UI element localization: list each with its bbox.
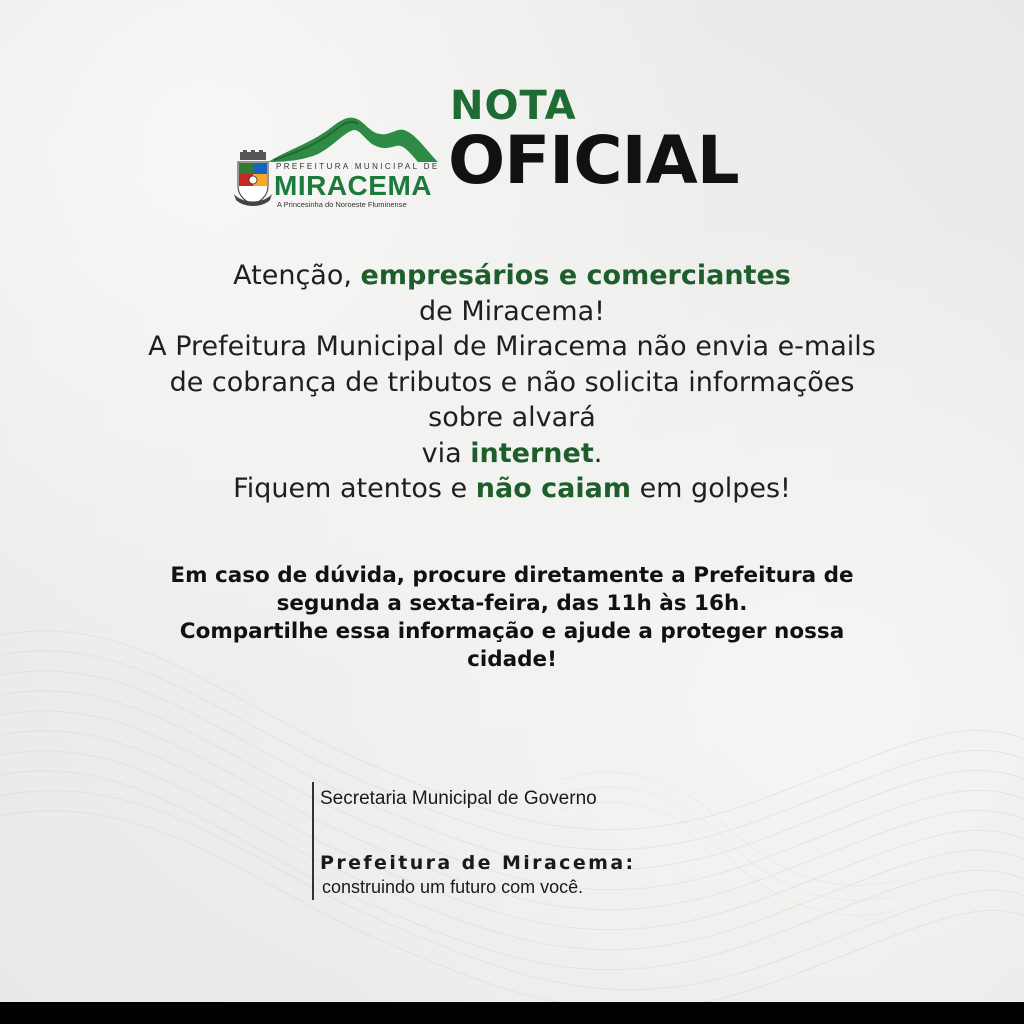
logo-top-text: PREFEITURA MUNICIPAL DE: [276, 162, 440, 171]
title-nota: NOTA: [450, 83, 577, 129]
notice-line-2: de Miracema!: [419, 295, 605, 327]
notice-line-1: [140, 258, 884, 294]
audience-highlight: empresários e comerciantes: [360, 260, 791, 291]
notice-text: [140, 258, 884, 507]
internet-highlight: internet: [470, 437, 594, 469]
miracema-logo: [230, 110, 440, 210]
department-name: Secretaria Municipal de Governo: [320, 788, 597, 809]
contact-info: [150, 562, 874, 674]
greeting: Atenção,: [233, 260, 361, 291]
share-paragraph: Compartilhe essa informação e ajude a proteger nossa cidade!: [179, 619, 845, 672]
warning-highlight: não caiam: [475, 473, 631, 504]
logo-name: MIRACEMA: [274, 170, 432, 201]
signature-divider: [312, 782, 314, 900]
mountains-icon: [268, 110, 438, 170]
notice-body: A Prefeitura Municipal de Miracema não envia e-mails de cobrança de tributos e não solicita informações sobre alvará: [148, 331, 876, 433]
bottom-bar: [0, 1002, 1024, 1024]
contact-paragraph: Em caso de dúvida, procure diretamente a Prefeitura de segunda a sexta-feira, das 11h às 16h.: [170, 563, 854, 616]
coat-of-arms-icon: [234, 150, 272, 208]
title-oficial: OFICIAL: [448, 122, 739, 199]
slogan: construindo um futuro com você.: [322, 877, 584, 897]
organization-name: Prefeitura de Miracema:: [320, 852, 636, 874]
notice-line-5: Fiquem atentos e não caiam em golpes!: [233, 473, 791, 504]
logo-tagline: A Princesinha do Noroeste Fluminense: [277, 200, 407, 209]
notice-line-4: via internet.: [421, 437, 603, 469]
